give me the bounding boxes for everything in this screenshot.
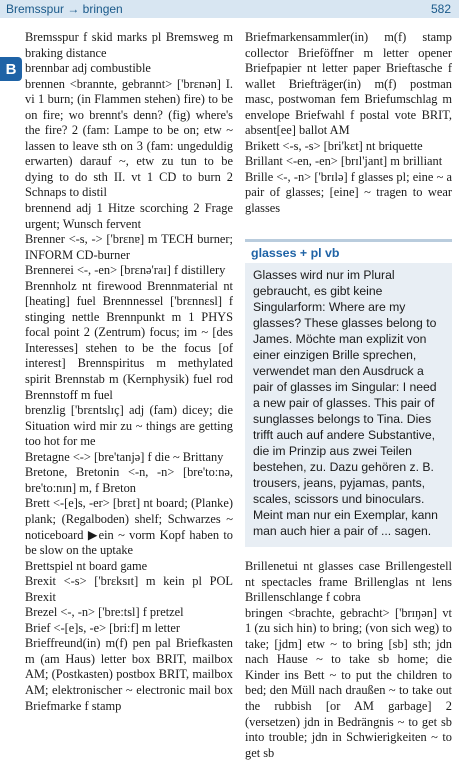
entry-bretagne: Bretagne <-> [bre'tanjə] f die ~ Brittany xyxy=(25,449,224,464)
entry-brenner: Brenner <-s, -> ['brɛnɐ] m TECH burner; INFORM CD-burner xyxy=(25,232,233,262)
thumb-index-tab xyxy=(0,57,22,81)
entry-brennerei: Brennerei <-, -en> [brɛnə'raɪ] f distillery xyxy=(25,263,226,278)
entry-brieffreund: Brieffreund(in) m(f) pen pal Briefkasten m (am Haus) letter box BRIT, mailbox AM; (Postkasten) postbox BRIT, mailbox AM; elektronischer ~ electronic mail box Briefmarke f stamp xyxy=(25,636,233,713)
entry-brennend: brennend adj 1 Hitze scorching 2 Frage urgent; Wunsch fervent xyxy=(25,201,233,231)
entry-bringen: bringen <brachte, gebracht> ['brɪŋən] vt 1 (zu sich hin) to bring; (von sich weg) to take; [jdm] etw ~ to bring [sb] sth; jdn nach Hause ~ to take sb home; die Kinder ins Bett ~ to put the children to bed; den Müll nach draußen ~ to take out the rubbish [or AM garbage] 2 (versetzen) jdn in Bedrängnis ~ to get sb into trouble; jdn in Schwierigkeiten ~ to get sb xyxy=(245,605,452,760)
entry-brillant: Brillant <-en, -en> [brɪl'jant] m brilliant xyxy=(245,154,443,169)
left-column xyxy=(25,30,233,714)
entry-brett: Brett <-[e]s, -er> [brɛt] nt board; (Planke) plank; (Regalboden) shelf; Schwarzes ~ noticeboard ▶ein ~ vorm Kopf haben to be slow on the uptake xyxy=(25,496,233,558)
page-number: 582 xyxy=(430,2,451,16)
entry-brennbar: brennbar adj combustible xyxy=(25,61,151,76)
entry-briefmarkensammler: Briefmarkensammler(in) m(f) stamp collector Brieföffner m letter opener Briefpapier nt letter paper Brieftasche f wallet Briefträger(in) m(f) postman masc, postwoman fem Briefumschlag m envelope Briefwahl f postal vote BRIT, absent[ee] ballot AM xyxy=(245,30,452,138)
usage-note-box xyxy=(245,239,452,548)
entry-bremsspur: Bremsspur f skid marks pl Bremsweg m braking distance xyxy=(25,30,233,60)
thumb-index-letter: B xyxy=(5,60,17,78)
entry-brennen: brennen <brannte, gebrannt> ['brɛnən] I. vi 1 burn; (in Flammen stehen) fire) to be on fire; wo brennt's denn? (fig) where's the fire? 2 (fam: Lampe to be on; etw ~ lassen to leave sth on 3 (fam: ungeduldig erwarten) darauf ~, etw zu tun to be dying to do sth II. vt 1 CD to burn 2 Schnaps to distil xyxy=(25,76,233,200)
entry-brillenetui: Brillenetui nt glasses case Brillengestell nt spectacles frame Brillenglas nt lens Brillenschlange f cobra xyxy=(245,559,452,605)
entry-brief: Brief <-[e]s, -e> [bri:f] m letter xyxy=(25,620,181,635)
entry-brezel: Brezel <-, -n> ['bre:tsl] f pretzel xyxy=(25,605,184,620)
running-head-text: Bremsspur → bringen xyxy=(6,2,123,16)
right-column xyxy=(245,30,452,761)
entry-brettspiel: Brettspiel nt board game xyxy=(25,558,148,573)
entry-brennholz: Brennholz nt firewood Brennmaterial nt [heating] fuel Brennnessel ['brɛnnɛsl] f stinging nettle Brennpunkt m 1 PHYS focal point 2 (Zentrum) focus; im ~ [des Interesses] stehen to be the focus [of interest] Brennspiritus m methylated spirit Brennstab m (Kernphysik) fuel rod Brennstoff m fuel xyxy=(25,278,233,402)
running-header xyxy=(0,0,459,18)
entry-brexit: Brexit <-s> ['brɛksɪt] m kein pl POL Brexit xyxy=(25,574,233,604)
usage-note-text: Glasses wird nur im Plural gebraucht, es gibt keine Singularform: Where are my glasses? These glasses belong to James. Möchte man explizit von einer einzigen Brille sprechen, verwendet man den Ausdruck a pair of glasses im Singular: I need a new pair of glasses. This pair of sunglasses belongs to Tina. Dies trifft auch auf andere Substantive, die im Prinzip aus zwei Teilen bestehen, zu. Dazu gehören z. B. trousers, jeans, pyjamas, pants, scales, scissors und binoculars. Meint man nur ein Exemplar, kann man auch hier a pair of ... sagen. xyxy=(253,268,438,539)
entry-brenzlig: brenzlig ['brɛntslɪç] adj (fam) dicey; die Situation wird mir zu ~ things are getting too hot for me xyxy=(25,403,233,449)
entry-brille: Brille <-, -n> ['brɪlə] f glasses pl; eine ~ a pair of glasses; [eine] ~ tragen to wear glasses xyxy=(245,169,452,216)
entry-bretone: Bretone, Bretonin <-n, -n> [bre'to:nə, bre'to:nɪn] m, f Breton xyxy=(25,465,233,495)
entry-brikett: Brikett <-s, -s> [bri'kɛt] nt briquette xyxy=(245,138,423,153)
usage-note-title: glasses + pl vb xyxy=(245,242,452,264)
